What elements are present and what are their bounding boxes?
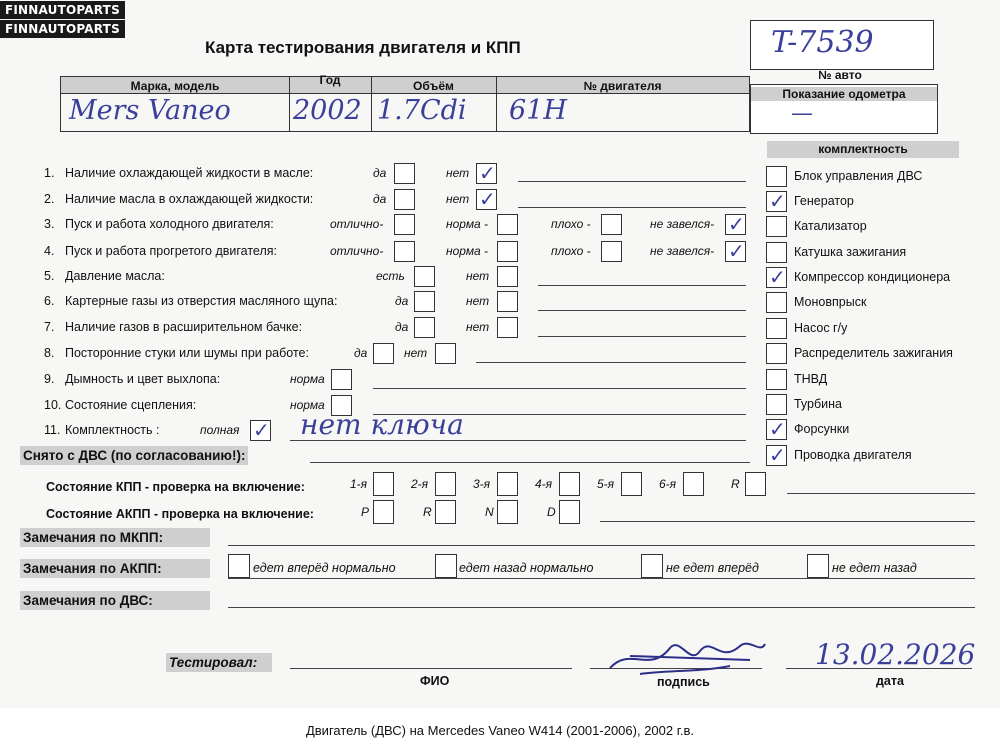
check-5-label: Давление масла: (65, 269, 165, 283)
kpp-gear-2-label: 2-я (411, 477, 429, 491)
check-4-opt-normal: норма - (446, 244, 489, 258)
check-1-opt-no: нет (446, 166, 470, 180)
fio-label: ФИО (420, 674, 450, 688)
check-1-yes-checkbox[interactable] (394, 163, 415, 184)
remarks-akpp-label: Замечания по АКПП: (20, 559, 210, 578)
value-make-model: Mers Vaneo (69, 95, 231, 126)
check-2-opt-yes: да (373, 192, 387, 206)
check-7-opt-yes: да (395, 320, 409, 334)
akpp-opt-1-label: едет вперёд нормально (253, 561, 396, 575)
fio-line (290, 668, 572, 669)
col-year: Год (319, 73, 341, 87)
kpp-gear-1-checkbox[interactable] (373, 472, 394, 496)
check-2-line (518, 207, 746, 208)
check-9-line (373, 388, 746, 389)
watermark-line-1: FINNAUTOPARTS (0, 1, 125, 19)
check-6-opt-no: нет (466, 294, 490, 308)
check-3-nostart-checkbox[interactable] (725, 214, 746, 235)
kpp-gear-3-checkbox[interactable] (497, 472, 518, 496)
tested-by-label: Тестировал: (166, 653, 272, 672)
kpp-gear-4-label: 4-я (535, 477, 553, 491)
kpp-gear-2-checkbox[interactable] (435, 472, 456, 496)
akpp-gear-r-checkbox[interactable] (435, 500, 456, 524)
kit-title: комплектность (767, 141, 959, 158)
check-1-line (518, 181, 746, 182)
kit-item-1: Генератор (794, 194, 854, 208)
akpp-gear-d-label: D (547, 505, 556, 519)
kpp-gear-5-label: 5-я (597, 477, 615, 491)
kit-checkbox-4[interactable] (766, 267, 787, 288)
check-4-nostart-checkbox[interactable] (725, 241, 746, 262)
check-mark-icon: ✓ (769, 443, 786, 467)
kit-checkbox-5[interactable] (766, 292, 787, 313)
kit-checkbox-3[interactable] (766, 242, 787, 263)
check-6-label: Картерные газы из отверстия масляного щупа: (65, 294, 338, 308)
removed-line (310, 462, 750, 463)
check-9-label: Дымность и цвет выхлопа: (65, 372, 221, 386)
kit-item-7: Распределитель зажигания (794, 346, 953, 360)
check-3-bad-checkbox[interactable] (601, 214, 622, 235)
check-3-excellent-checkbox[interactable] (394, 214, 415, 235)
signature-label: подпись (657, 675, 710, 689)
check-4-bad-checkbox[interactable] (601, 241, 622, 262)
check-2-number: 2. (44, 192, 55, 206)
check-10-number: 10. (44, 398, 62, 412)
check-7-opt-no: нет (466, 320, 490, 334)
akpp-gear-n-label: N (485, 505, 494, 519)
kit-item-2: Катализатор (794, 219, 867, 233)
kit-checkbox-7[interactable] (766, 343, 787, 364)
check-11-label: Комплектность : (65, 423, 160, 437)
check-6-yes-checkbox[interactable] (414, 291, 435, 312)
col-make-model: Марка, модель (130, 79, 220, 93)
check-3-number: 3. (44, 217, 55, 231)
akpp-gear-p-checkbox[interactable] (373, 500, 394, 524)
check-11-number: 11. (44, 423, 61, 437)
check-11-line (290, 440, 746, 441)
check-11-note: нет ключа (300, 408, 464, 441)
kit-item-10: Форсунки (794, 422, 850, 436)
page-caption: Двигатель (ДВС) на Mercedes Vaneo W414 (2001-2006), 2002 г.в. (305, 723, 695, 738)
kpp-gear-r-checkbox[interactable] (745, 472, 766, 496)
akpp-opt-4-checkbox[interactable] (807, 554, 829, 578)
check-3-opt-normal: норма - (446, 217, 489, 231)
akpp-gear-n-checkbox[interactable] (497, 500, 518, 524)
check-mark-icon: ✓ (479, 187, 496, 211)
kpp-gear-6-label: 6-я (659, 477, 677, 491)
auto-number-box (750, 20, 934, 70)
check-4-opt-excellent: отлично- (330, 244, 384, 258)
remarks-dvs-line (228, 607, 975, 608)
akpp-opt-4-label: не едет назад (832, 561, 917, 575)
check-mark-icon: ✓ (769, 265, 786, 289)
check-8-number: 8. (44, 346, 55, 360)
akpp-line (600, 521, 975, 522)
check-8-yes-checkbox[interactable] (373, 343, 394, 364)
kit-item-11: Проводка двигателя (794, 448, 912, 462)
kit-checkbox-11[interactable] (766, 445, 787, 466)
remarks-mkpp-line (228, 545, 975, 546)
check-mark-icon: ✓ (769, 417, 786, 441)
kit-item-4: Компрессор кондиционера (794, 270, 951, 284)
kpp-gear-3-label: 3-я (473, 477, 491, 491)
value-volume: 1.7Cdi (377, 95, 467, 126)
check-11-opt-full: полная (200, 423, 240, 437)
check-5-opt-no: нет (466, 269, 490, 283)
check-8-opt-no: нет (404, 346, 428, 360)
check-4-number: 4. (44, 244, 55, 258)
check-2-label: Наличие масла в охлаждающей жидкости: (65, 192, 314, 206)
check-mark-icon: ✓ (253, 418, 270, 442)
check-10-opt-normal: норма (290, 398, 325, 412)
kpp-label: Состояние КПП - проверка на включение: (46, 480, 305, 494)
check-3-opt-nostart: не завелся- (650, 217, 715, 231)
check-4-normal-checkbox[interactable] (497, 241, 518, 262)
kit-item-8: ТНВД (794, 372, 828, 386)
check-6-line (538, 310, 746, 311)
check-8-label: Посторонние стуки или шумы при работе: (65, 346, 309, 360)
akpp-opt-2-checkbox[interactable] (435, 554, 457, 578)
check-1-opt-yes: да (373, 166, 387, 180)
check-8-line (476, 362, 746, 363)
kit-item-5: Моновпрыск (794, 295, 867, 309)
check-11-full-checkbox[interactable] (250, 420, 271, 441)
auto-number-value: T-7539 (771, 25, 874, 60)
date-value: 13.02.2026 (815, 638, 976, 671)
check-1-number: 1. (44, 166, 55, 180)
removed-label: Снято с ДВС (по согласованию!): (20, 446, 248, 465)
kit-item-3: Катушка зажигания (794, 245, 907, 259)
remarks-akpp-line (228, 578, 975, 579)
check-3-label: Пуск и работа холодного двигателя: (65, 217, 274, 231)
value-engine-number: 61H (509, 95, 567, 126)
check-3-opt-excellent: отлично- (330, 217, 384, 231)
col-volume: Объём (413, 79, 454, 93)
check-6-opt-yes: да (395, 294, 409, 308)
akpp-gear-r-label: R (423, 505, 432, 519)
odometer-label: Показание одометра (751, 87, 937, 101)
check-5-opt-yes: есть (376, 269, 405, 283)
kpp-gear-1-label: 1-я (350, 477, 368, 491)
akpp-gear-d-checkbox[interactable] (559, 500, 580, 524)
check-1-no-checkbox[interactable] (476, 163, 497, 184)
kpp-gear-5-checkbox[interactable] (621, 472, 642, 496)
akpp-label: Состояние АКПП - проверка на включение: (46, 507, 314, 521)
value-year: 2002 (293, 95, 362, 126)
check-7-yes-checkbox[interactable] (414, 317, 435, 338)
check-7-label: Наличие газов в расширительном бачке: (65, 320, 303, 334)
check-mark-icon: ✓ (479, 161, 496, 185)
check-mark-icon: ✓ (728, 212, 745, 236)
akpp-opt-1-checkbox[interactable] (228, 554, 250, 578)
check-1-label: Наличие охлаждающей жидкости в масле: (65, 166, 314, 180)
check-2-opt-no: нет (446, 192, 470, 206)
check-7-number: 7. (44, 320, 55, 334)
odometer-value: — (791, 101, 813, 126)
check-3-opt-bad: плохо - (551, 217, 591, 231)
check-5-number: 5. (44, 269, 55, 283)
check-6-number: 6. (44, 294, 55, 308)
check-10-label: Состояние сцепления: (65, 398, 197, 412)
odometer-box (750, 84, 938, 134)
kpp-gear-r-label: R (731, 477, 740, 491)
check-5-line (538, 285, 746, 286)
check-mark-icon: ✓ (769, 189, 786, 213)
kit-checkbox-6[interactable] (766, 318, 787, 339)
check-9-number: 9. (44, 372, 55, 386)
check-7-no-checkbox[interactable] (497, 317, 518, 338)
vehicle-table (60, 73, 750, 132)
form-title: Карта тестирования двигателя и КПП (205, 38, 521, 57)
kit-item-6: Насос г/у (794, 321, 848, 335)
check-4-label: Пуск и работа прогретого двигателя: (65, 244, 277, 258)
watermark-line-2: FINNAUTOPARTS (0, 20, 125, 38)
auto-number-label: № авто (818, 68, 862, 82)
kit-checkbox-0[interactable] (766, 166, 787, 187)
kit-checkbox-8[interactable] (766, 369, 787, 390)
check-9-opt-normal: норма (290, 372, 325, 386)
kpp-gear-4-checkbox[interactable] (559, 472, 580, 496)
remarks-mkpp-label: Замечания по МКПП: (20, 528, 210, 547)
check-7-line (538, 336, 746, 337)
kit-checkbox-1[interactable] (766, 191, 787, 212)
check-4-opt-bad: плохо - (551, 244, 591, 258)
check-2-no-checkbox[interactable] (476, 189, 497, 210)
check-5-no-checkbox[interactable] (497, 266, 518, 287)
check-4-excellent-checkbox[interactable] (394, 241, 415, 262)
check-6-no-checkbox[interactable] (497, 291, 518, 312)
check-mark-icon: ✓ (728, 239, 745, 263)
akpp-opt-3-checkbox[interactable] (641, 554, 663, 578)
col-engine-number: № двигателя (583, 79, 662, 93)
kit-item-0: Блок управления ДВС (794, 169, 923, 183)
akpp-opt-3-label: не едет вперёд (666, 561, 759, 575)
kit-checkbox-10[interactable] (766, 419, 787, 440)
kit-checkbox-2[interactable] (766, 216, 787, 237)
akpp-gear-p-label: P (361, 505, 370, 519)
check-2-yes-checkbox[interactable] (394, 189, 415, 210)
date-label: дата (876, 674, 904, 688)
check-3-normal-checkbox[interactable] (497, 214, 518, 235)
kit-item-9: Турбина (794, 397, 842, 411)
remarks-dvs-label: Замечания по ДВС: (20, 591, 210, 610)
check-8-no-checkbox[interactable] (435, 343, 456, 364)
akpp-opt-2-label: едет назад нормально (459, 561, 594, 575)
kpp-gear-6-checkbox[interactable] (683, 472, 704, 496)
check-4-opt-nostart: не завелся- (650, 244, 715, 258)
kit-checkbox-9[interactable] (766, 394, 787, 415)
check-9-normal-checkbox[interactable] (331, 369, 352, 390)
kpp-line (787, 493, 975, 494)
check-8-opt-yes: да (354, 346, 368, 360)
check-5-yes-checkbox[interactable] (414, 266, 435, 287)
